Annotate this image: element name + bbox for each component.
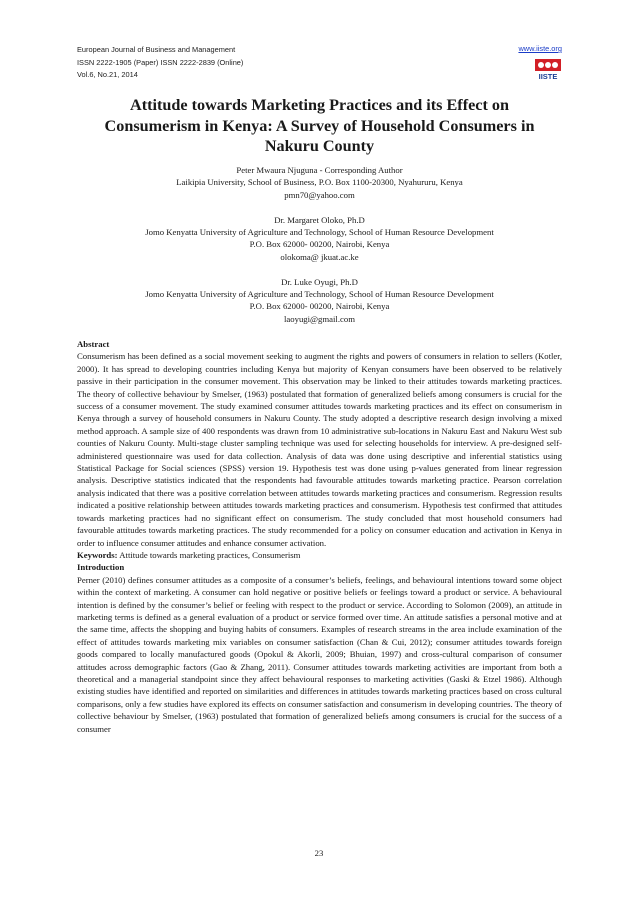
author-affiliation: Laikipia University, School of Business, P.O. Box 1100-20300, Nyahururu, Kenya (176, 177, 463, 188)
author-block (77, 276, 562, 326)
keywords (77, 549, 562, 561)
author-address: P.O. Box 62000- 00200, Nairobi, Kenya (249, 301, 390, 312)
author-address: P.O. Box 62000- 00200, Nairobi, Kenya (249, 239, 390, 250)
author-name: Dr. Margaret Oloko, Ph.D (274, 214, 365, 225)
keywords-text: Attitude towards marketing practices, Consumerism (119, 549, 301, 560)
author-affiliation: Jomo Kenyatta University of Agriculture and Technology, School of Human Resource Development (145, 289, 494, 300)
iiste-logo-icon (534, 58, 562, 80)
author-name: Dr. Luke Oyugi, Ph.D (281, 276, 358, 287)
author-email: pmn70@yahoo.com (284, 189, 355, 200)
page-number: 23 (314, 848, 324, 858)
journal-volume: Vol.6, No.21, 2014 (77, 70, 138, 80)
journal-url-link[interactable]: www.iiste.org (518, 44, 562, 53)
introduction-text: Perner (2010) defines consumer attitudes as a composite of a consumer’s beliefs, feelings, and behavioural intentions toward some object within the context of marketing. A consumer can hold negative or positive beliefs or feelings toward a product or service. A behavioural intention is defined by the consumer’s belief or feeling with respect to the product or service. According to Solomon (2009), an attitude in marketing terms is defined as a general evaluation of a product or service formed over time. An attitude satisfies a personal motive and at the same time, affects the shopping and buying habits of consumers. Examples of research streams in the area include examination of the effect of attitudes towards marketing mix variables on consumer satisfaction (Chan & Cui, 2012); consumer attitudes towards foreign goods compared to locally manufactured goods (Opokul & Akorli, 2009; Bhuian, 1997) and cross-cultural comparison of consumer attitudes across demographic factors (Gao & Zhang, 2011). Consumer attitudes towards marketing activities are important from both a theoretical and a managerial standpoint since they affect behavioural responses to marketing activities (Gaski & Etzel 1986). Although existing studies have identified and reported on similarities and differences in attitudes towards marketing practices based on cross cultural comparisons, only a few studies have explored its effects on consumer satisfaction and consumerism in developing countries. The theory of collective behaviour by Smelser, (1963) postulated that formation of generalized beliefs among consumers is crucial for the success of a consumer (77, 574, 562, 734)
title-line: Attitude towards Marketing Practices and its Effect on (130, 96, 509, 114)
title-line: Consumerism in Kenya: A Survey of Household Consumers in (104, 116, 535, 135)
title-line: Nakuru County (264, 137, 375, 155)
author-affiliation: Jomo Kenyatta University of Agriculture and Technology, School of Human Resource Development (145, 227, 494, 238)
abstract-heading: Abstract (77, 339, 110, 349)
journal-header (77, 44, 562, 82)
author-block (77, 164, 562, 201)
keywords-label: Keywords: (77, 549, 118, 560)
paper-body (77, 338, 562, 735)
author-block (77, 214, 562, 264)
author-email: laoyugi@gmail.com (284, 313, 355, 324)
journal-issn: ISSN 2222-1905 (Paper) ISSN 2222-2839 (Online) (77, 57, 244, 67)
journal-name: European Journal of Business and Management (77, 45, 236, 54)
paper-title (77, 95, 562, 157)
logo-text: IISTE (538, 72, 558, 80)
author-list (77, 164, 562, 338)
abstract-text: Consumerism has been defined as a social movement seeking to augment the rights and powers of consumers in relation to sellers (Kotler, 2000). It has spread to developing countries including Kenya but majority of Kenyan consumers have been observed to be relatively passive in their participation in the consumer movement. This observation may be linked to their attitudes towards marketing practices. The theory of collective behaviour by Smelser, (1963) postulated that formation of generalized beliefs among consumers is crucial for the success of a consumer movement. The study examined consumer attitudes towards marketing practices and its effect on consumerism in Kenya through a survey of household consumers in Nakuru County. The study adopted a descriptive research design involving a mixed method approach. A sample size of 400 respondents was drawn from 10 administrative sub-locations in Nakuru East and Nakuru West sub counties of Nakuru County. Multi-stage cluster sampling technique was used for selecting households for interview. A pre-designed self-administered questionnaire was used for data collection. Analysis of data was done using descriptive and inferential statistics using Statistical Package for Social sciences (SPSS) version 19. Hypothesis test was done using p-values generated from linear regression analysis. Descriptive statistics indicated that the respondents had favourable attitudes towards marketing practice. Pearson correlation analysis indicated that there was a positive correlation between attitudes towards marketing practices and consumerism. Regression results indicated a positive relationship between attitudes towards marketing practices and consumerism. Hypothesis test confirmed that attitudes towards marketing practices had no significant effect on consumerism. The study concluded that most household consumers had favourable attitudes towards marketing practices. The study recommended for a policy on consumer education and activation in Kenya in order to influence consumer attitudes and enhance consumer activation. (77, 351, 562, 548)
introduction-heading: Introduction (77, 562, 125, 573)
author-email: olokoma@ jkuat.ac.ke (280, 251, 359, 262)
author-name: Peter Mwaura Njuguna - Corresponding Author (236, 165, 403, 175)
